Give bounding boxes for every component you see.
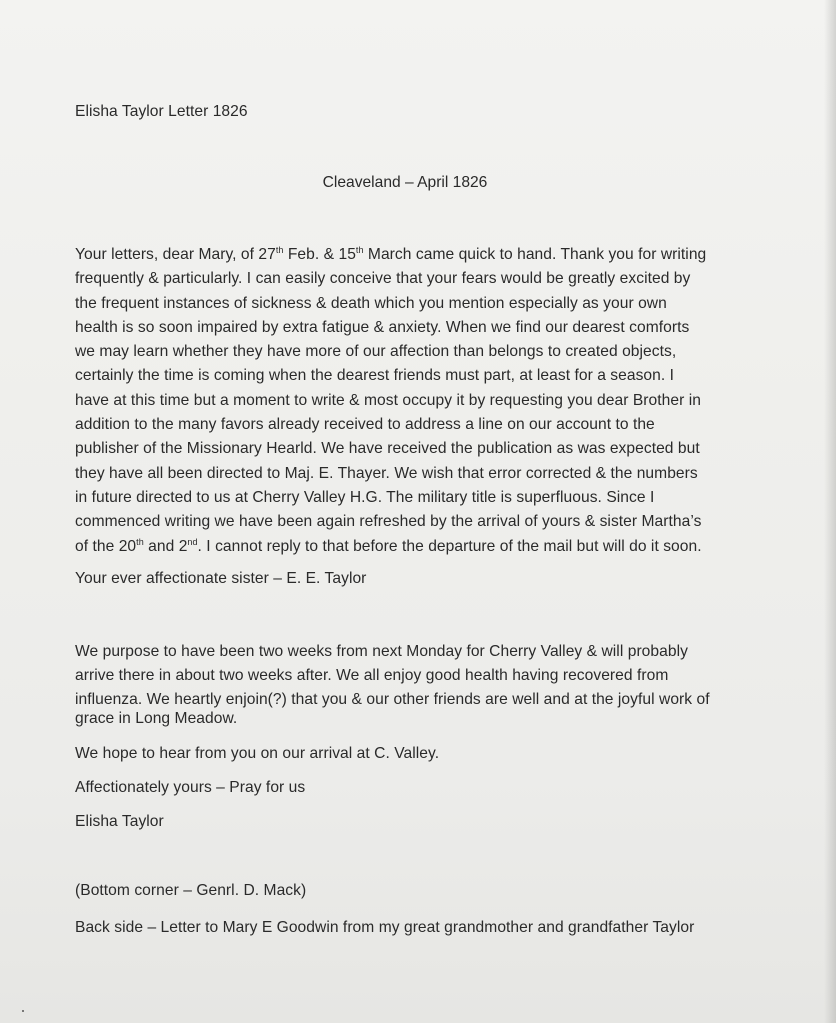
letter-body-line: [75, 269, 690, 289]
ordinal-superscript: th: [355, 245, 364, 255]
letter-text: the frequent instances of sickness & death which you mention especially as your own: [75, 295, 667, 312]
note-bottom-corner: (Bottom corner – Genrl. D. Mack): [75, 882, 307, 899]
letter-text: certainly the time is coming when the dearest friends must part, at least for a season. I: [75, 367, 675, 384]
letter-body-line: [75, 464, 698, 484]
hope-line: We hope to hear from you on our arrival at C. Valley.: [75, 745, 440, 762]
signature: Elisha Taylor: [75, 813, 164, 830]
letter-body-line: [75, 366, 674, 386]
letter-text: Your letters, dear Mary, of 27: [75, 246, 276, 263]
letter-text: in future directed to us at Cherry Valley H.G. The military title is superfluous. Since I: [75, 489, 655, 506]
paragraph-2-line: arrive there in about two weeks after. We all enjoy good health having recovered from: [75, 667, 669, 684]
dateline: Cleaveland – April 1826: [322, 174, 488, 191]
letter-text: they have all been directed to Maj. E. Thayer. We wish that error corrected & the numbers: [75, 465, 698, 482]
letter-text: have at this time but a moment to write & most occupy it by requesting you dear Brother in: [75, 392, 701, 409]
letter-body-line: [75, 512, 701, 532]
letter-body-line: [75, 342, 676, 362]
letter-text: we may learn whether they have more of our affection than belongs to created objects,: [75, 343, 677, 360]
letter-body-line: [75, 415, 655, 435]
letter-text: of the 20: [75, 538, 137, 555]
letter-body-line: [75, 318, 689, 338]
ordinal-superscript: th: [136, 537, 144, 547]
letter-text: Feb. & 15: [283, 246, 356, 263]
ordinal-superscript: th: [275, 245, 284, 255]
paragraph-2-line: We purpose to have been two weeks from next Monday for Cherry Valley & will probably: [75, 643, 688, 660]
letter-text: publisher of the Missionary Hearld. We have received the publication as was expected but: [75, 440, 700, 457]
letter-body-line: [75, 439, 700, 459]
paper-edge-shadow: [824, 0, 836, 1023]
letter-text: and 2: [143, 538, 188, 555]
letter-body-line: [75, 294, 667, 314]
note-back-side: Back side – Letter to Mary E Goodwin from my great grandmother and grandfather Taylor: [75, 919, 695, 936]
ordinal-superscript: nd: [187, 537, 198, 547]
paragraph-2-line: influenza. We heartly enjoin(?) that you & our other friends are well and at the joyful work of: [75, 691, 710, 708]
letter-body-line: [75, 245, 706, 265]
signoff-sister: Your ever affectionate sister – E. E. Taylor: [75, 570, 367, 587]
letter-text: . I cannot reply to that before the departure of the mail but will do it soon.: [197, 538, 702, 555]
paragraph-2-line: grace in Long Meadow.: [75, 710, 238, 727]
letter-text: March came quick to hand. Thank you for writing: [363, 246, 707, 263]
letter-text: health is so soon impaired by extra fatigue & anxiety. When we find our dearest comforts: [75, 319, 690, 336]
letter-text: addition to the many favors already received to address a line on our account to the: [75, 416, 655, 433]
document-header: Elisha Taylor Letter 1826: [75, 103, 248, 120]
letter-text: frequently & particularly. I can easily conceive that your fears would be greatly excited by: [75, 270, 691, 287]
letter-text: commenced writing we have been again refreshed by the arrival of yours & sister Martha’s: [75, 513, 702, 530]
letter-body-line: [75, 537, 702, 557]
letter-body-line: [75, 488, 654, 508]
paper-speck: [22, 1010, 24, 1012]
closing-line: Affectionately yours – Pray for us: [75, 779, 306, 796]
letter-body-line: [75, 391, 701, 411]
